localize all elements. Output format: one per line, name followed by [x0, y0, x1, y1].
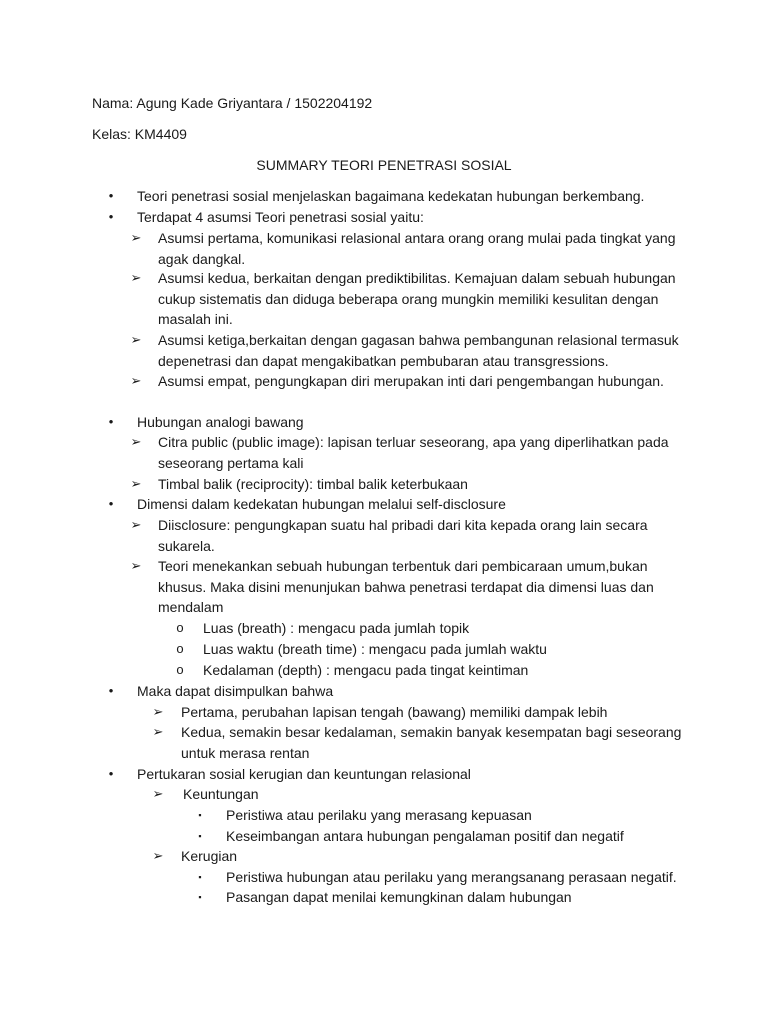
- arrow-bullet-icon: ➢: [130, 476, 142, 491]
- bullet-dot-icon: •: [108, 496, 114, 511]
- list-item-text: Keseimbangan antara hubungan pengalaman positif dan negatif: [226, 828, 624, 844]
- list-item-text: Luas (breath) : mengacu pada jumlah topik: [203, 620, 470, 636]
- list-item-text: Kedua, semakin besar kedalaman, semakin banyak kesempatan bagi seseorang: [181, 724, 682, 740]
- list-item-text: Keuntungan: [183, 786, 259, 802]
- list-item-text: Peristiwa atau perilaku yang merasang kepuasan: [226, 807, 532, 823]
- list-item-text: Teori menekankan sebuah hubungan terbentuk dari pembicaraan umum,bukan: [158, 558, 648, 574]
- list-item-text: depenetrasi dan dapat mengakibatkan pembubaran atau transgressions.: [158, 352, 609, 369]
- bullet-dot-icon: •: [108, 188, 114, 203]
- square-bullet-icon: ▪: [198, 872, 202, 882]
- list-item-text: mendalam: [158, 599, 224, 615]
- arrow-bullet-icon: ➢: [130, 373, 142, 388]
- list-item-text: Hubungan analogi bawang: [137, 414, 304, 430]
- list-item-text: seseorang pertama kali: [158, 454, 304, 471]
- circle-bullet-icon: o: [176, 641, 184, 656]
- list-item-text: Teori penetrasi sosial menjelaskan bagaimana kedekatan hubungan berkembang.: [137, 188, 645, 204]
- student-name-line: Nama: Agung Kade Griyantara / 1502204192: [92, 95, 373, 111]
- list-item-text: Peristiwa hubungan atau perilaku yang merangsanang perasaan negatif.: [226, 869, 677, 885]
- bullet-dot-icon: •: [108, 209, 114, 224]
- document-title: SUMMARY TEORI PENETRASI SOSIAL: [256, 157, 512, 173]
- list-item-text: Asumsi kedua, berkaitan dengan prediktibilitas. Kemajuan dalam sebuah hubungan: [158, 270, 676, 286]
- circle-bullet-icon: o: [176, 620, 184, 635]
- arrow-bullet-icon: ➢: [152, 786, 164, 801]
- list-item-text: cukup sistematis dan diduga beberapa orang mungkin memiliki kesulitan dengan: [158, 290, 659, 307]
- class-line: Kelas: KM4409: [92, 126, 187, 142]
- arrow-bullet-icon: ➢: [152, 848, 164, 863]
- list-item-text: Pertama, perubahan lapisan tengah (bawang) memiliki dampak lebih: [181, 704, 608, 720]
- arrow-bullet-icon: ➢: [130, 230, 142, 245]
- list-item-text: Dimensi dalam kedekatan hubungan melalui self-disclosure: [137, 496, 506, 512]
- arrow-bullet-icon: ➢: [152, 724, 164, 739]
- list-item-text: Maka dapat disimpulkan bahwa: [137, 683, 334, 699]
- square-bullet-icon: ▪: [198, 810, 202, 820]
- list-item-text: Kedalaman (depth) : mengacu pada tingat keintiman: [203, 662, 529, 678]
- arrow-bullet-icon: ➢: [130, 517, 142, 532]
- list-item-text: Diisclosure: pengungkapan suatu hal pribadi dari kita kepada orang lain secara: [158, 517, 648, 533]
- circle-bullet-icon: o: [176, 662, 184, 677]
- square-bullet-icon: ▪: [198, 831, 202, 841]
- arrow-bullet-icon: ➢: [130, 558, 142, 573]
- list-item-text: Timbal balik (reciprocity): timbal balik keterbukaan: [158, 476, 468, 492]
- list-item-text: untuk merasa rentan: [181, 744, 310, 761]
- square-bullet-icon: ▪: [198, 892, 202, 902]
- arrow-bullet-icon: ➢: [130, 270, 142, 285]
- list-item-text: Asumsi empat, pengungkapan diri merupakan inti dari pengembangan hubungan.: [158, 373, 664, 389]
- list-item-text: khusus. Maka disini menunjukan bahwa penetrasi terdapat dia dimensi luas dan: [158, 578, 654, 595]
- list-item-text: Pertukaran sosial kerugian dan keuntungan relasional: [137, 766, 471, 782]
- arrow-bullet-icon: ➢: [130, 434, 142, 449]
- list-item-text: Pasangan dapat menilai kemungkinan dalam hubungan: [226, 889, 572, 905]
- list-item-text: sukarela.: [158, 537, 215, 554]
- list-item-text: Kerugian: [181, 848, 238, 864]
- bullet-dot-icon: •: [108, 766, 114, 781]
- bullet-dot-icon: •: [108, 683, 114, 698]
- arrow-bullet-icon: ➢: [152, 704, 164, 719]
- list-item-text: Luas waktu (breath time) : mengacu pada jumlah waktu: [203, 641, 547, 657]
- list-item-text: Asumsi ketiga,berkaitan dengan gagasan bahwa pembangunan relasional termasuk: [158, 332, 679, 348]
- list-item-text: Asumsi pertama, komunikasi relasional antara orang orang mulai pada tingkat yang: [158, 230, 676, 246]
- list-item-text: Citra public (public image): lapisan terluar seseorang, apa yang diperlihatkan pada: [158, 434, 669, 450]
- list-item-text: agak dangkal.: [158, 250, 246, 267]
- list-item-text: Terdapat 4 asumsi Teori penetrasi sosial yaitu:: [137, 209, 424, 225]
- list-item-text: masalah ini.: [158, 311, 233, 327]
- bullet-dot-icon: •: [108, 414, 114, 429]
- arrow-bullet-icon: ➢: [130, 332, 142, 347]
